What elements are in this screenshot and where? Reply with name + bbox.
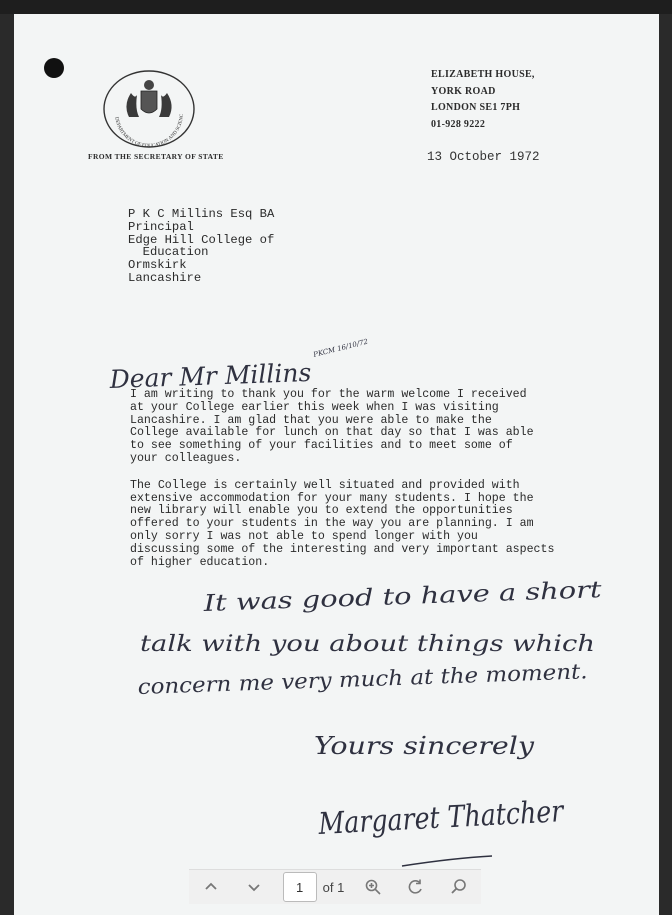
handwritten-line: concern me very much at the moment. <box>137 660 550 699</box>
from-secretary-label: FROM THE SECRETARY OF STATE <box>88 152 224 161</box>
previous-page-button[interactable] <box>197 873 225 901</box>
recipient-line: Ormskirk <box>128 258 187 273</box>
address-phone: 01-928 9222 <box>431 118 486 130</box>
letter-page <box>14 14 659 915</box>
pdf-viewer-toolbar <box>189 869 481 904</box>
signature: Margaret Thatcher <box>317 791 611 842</box>
address-line: ELIZABETH HOUSE, <box>431 69 535 80</box>
paragraph: I am writing to thank you for the warm welcome I received at your College earlier this week when I was visiting Lancashire. I am glad that you were able to make the College available for lunch on that day so that I was able to see something of your facilities and to meet some of your colleagues. <box>130 388 534 465</box>
page-indicator <box>283 872 345 902</box>
address-line: YORK ROAD <box>431 85 496 97</box>
handwritten-line: It was good to have a short <box>203 579 522 617</box>
zoom-in-icon <box>364 878 382 896</box>
letter-date: 13 October 1972 <box>427 150 540 164</box>
viewer-top-strip <box>0 0 672 14</box>
rotate-button[interactable] <box>402 873 430 901</box>
punch-hole <box>44 58 64 78</box>
crest-text: DEPARTMENT OF EDUCATION AND SCIENC <box>113 113 186 150</box>
recipient-line: Edge Hill College of <box>128 232 275 247</box>
recipient-line: Principal <box>128 219 194 234</box>
address-line: LONDON SE1 7PH <box>431 102 521 113</box>
recipient-line: Lancashire <box>128 270 202 285</box>
rotate-icon <box>407 878 425 896</box>
recipient-line: Education <box>128 245 209 260</box>
letter-body <box>130 389 630 583</box>
paragraph: The College is certainly well situated and provided with extensive accommodation for your many students. I hope the new library will enable you to extend the opportunities offered to your students in the way you are planning. I am only sorry I was not able to spend longer with you discussing some of the interesting and very important aspects of higher education. <box>130 478 555 569</box>
zoom-in-button[interactable] <box>359 873 387 901</box>
chevron-down-icon <box>246 879 262 895</box>
search-button[interactable] <box>445 873 473 901</box>
search-icon <box>450 878 468 896</box>
recipient-line: P K C Millins Esq BA <box>128 207 275 221</box>
margin-note: PKCM 16/10/72 <box>312 337 369 359</box>
page-number-input[interactable]: 1 <box>283 872 317 902</box>
page-total: of 1 <box>322 879 345 895</box>
signature-underline <box>402 856 492 866</box>
handwritten-salutation: Dear Mr Millins <box>109 357 312 394</box>
recipient-address <box>128 208 274 285</box>
next-page-button[interactable] <box>240 873 268 901</box>
address-block <box>431 67 535 133</box>
handwritten-line: talk with you about things which <box>140 632 595 657</box>
royal-crest-icon <box>101 69 197 151</box>
handwritten-closing: Yours sincerely <box>314 732 535 760</box>
chevron-up-icon <box>203 879 219 895</box>
